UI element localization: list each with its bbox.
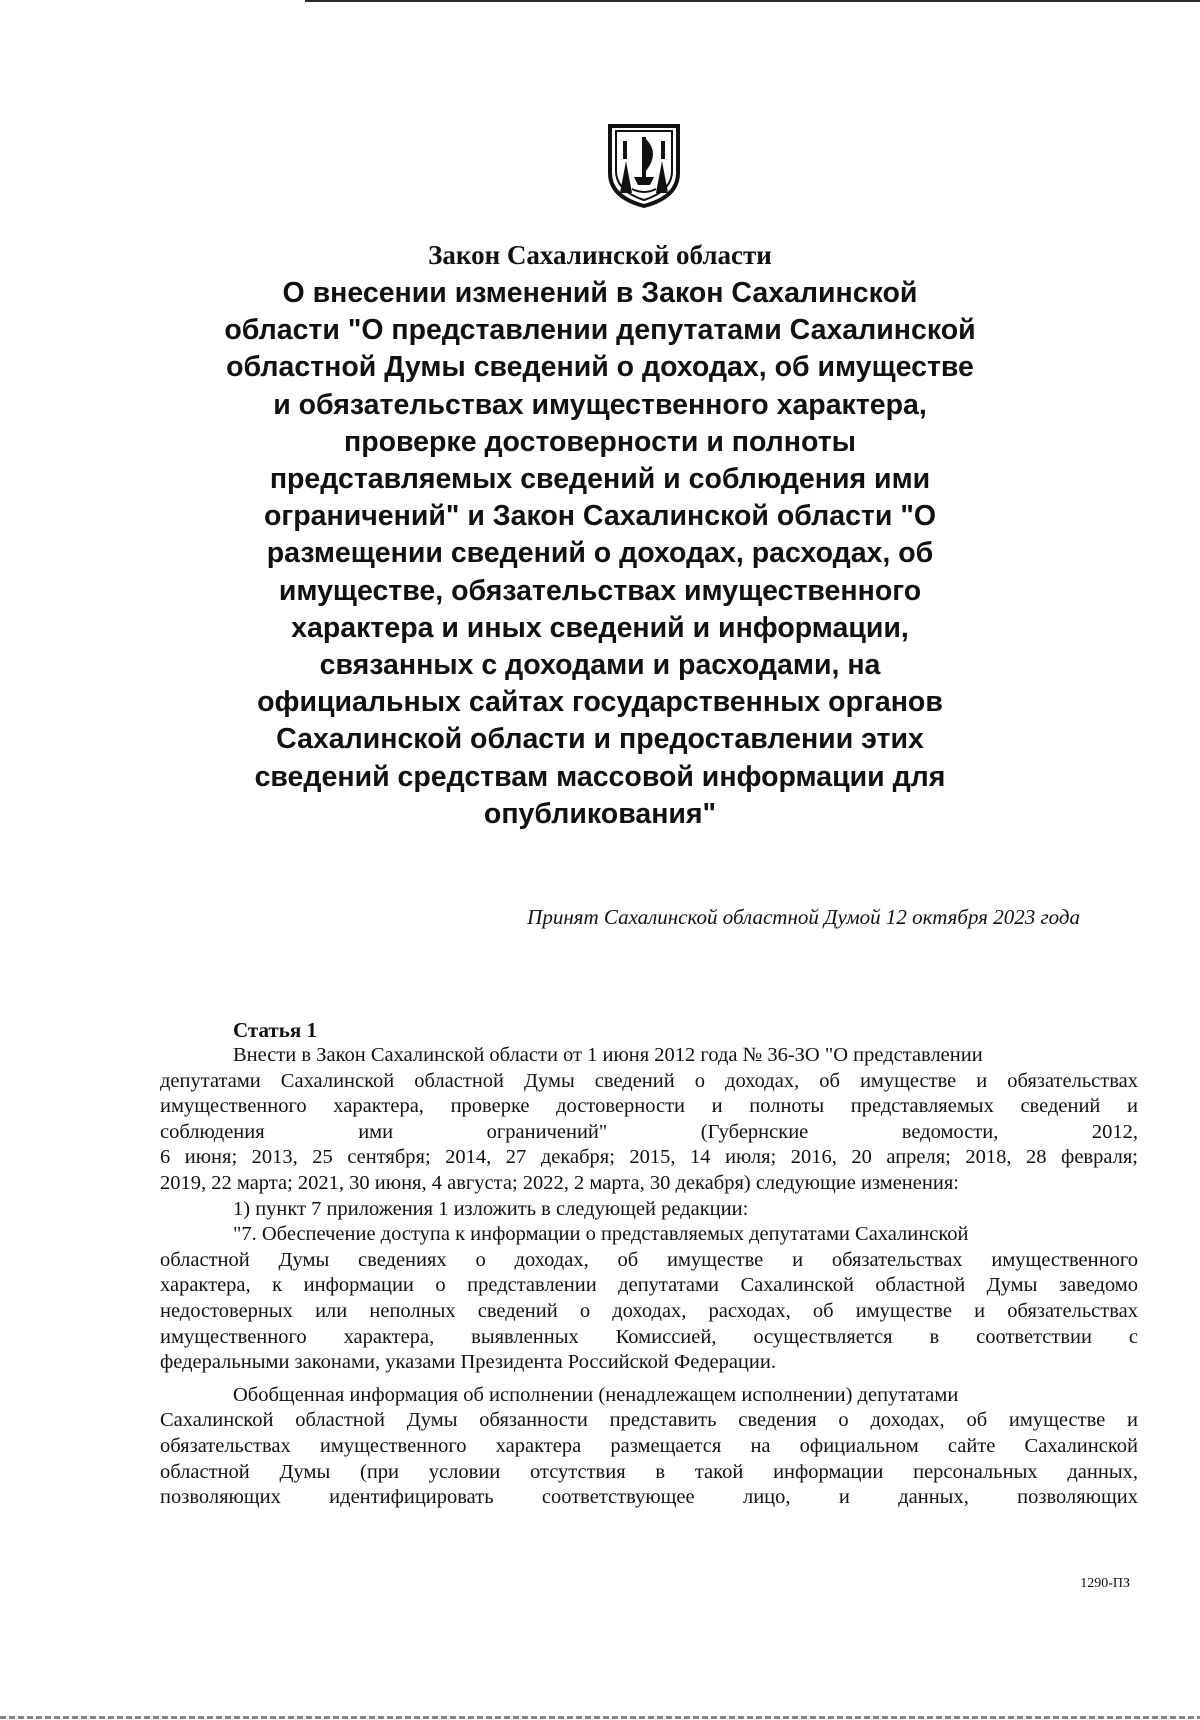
- title-line: размещении сведений о доходах, расходах, об: [266, 537, 934, 570]
- title-line: связанных с доходами и расходами, на: [319, 649, 881, 682]
- article-text-line: имущественного характера, выявленных Комиссией, осуществляется в соответствии с: [160, 1325, 1138, 1348]
- adoption-note: Принят Сахалинской областной Думой 12 октября 2023 года: [527, 905, 1080, 929]
- document-code: 1290-ПЗ: [1080, 1576, 1130, 1591]
- article-text-line: Внести в Закон Сахалинской области от 1 июня 2012 года № 36-ЗО "О представлении: [233, 1044, 983, 1066]
- title-line: имуществе, обязательствах имущественного: [278, 574, 922, 607]
- title-line: области "О представлении депутатами Сахалинской: [224, 314, 976, 347]
- article-text-line: 2019, 22 марта; 2021, 30 июня, 4 августа; 2022, 2 марта, 30 декабря) следующие изменения:: [160, 1171, 959, 1194]
- title-line: Сахалинской области и предоставлении этих: [276, 723, 924, 756]
- bottom-scan-rule: [0, 1716, 1200, 1719]
- article-text-line: обязательствах имущественного характера размещается на официальном сайте Сахалинской: [160, 1434, 1138, 1457]
- article-text-line: Обобщенная информация об исполнении (ненадлежащем исполнении) депутатами: [233, 1383, 959, 1406]
- law-type: Закон Сахалинской области: [428, 240, 772, 270]
- article-text-line: депутатами Сахалинской областной Думы сведений о доходах, об имуществе и обязательствах: [160, 1069, 1138, 1092]
- law-title: [150, 275, 1050, 833]
- law-header: [150, 240, 1050, 833]
- article-text-line: недостоверных или неполных сведений о доходах, расходах, об имуществе и обязательствах: [160, 1299, 1138, 1322]
- title-line: сведений средствам массовой информации для: [254, 760, 946, 793]
- article-text-line: позволяющих идентифицировать соответствующее лицо, и данных, позволяющих: [160, 1486, 1138, 1509]
- title-line: характера и иных сведений и информации,: [291, 611, 909, 644]
- article-text-line: федеральными законами, указами Президента Российской Федерации.: [160, 1351, 776, 1374]
- title-line: ограничений" и Закон Сахалинской области "О: [263, 500, 937, 533]
- title-line: официальных сайтах государственных органов: [257, 686, 943, 719]
- article-text-line: соблюдения ими ограничений" (Губернские ведомости, 2012,: [160, 1120, 1138, 1143]
- title-line: областной Думы сведений о доходах, об имуществе: [226, 351, 974, 384]
- article-text-line: характера, к информации о представлении депутатами Сахалинской областной Думы заведомо: [160, 1274, 1138, 1297]
- article-text-line: Сахалинской областной Думы обязанности представить сведения о доходах, об имуществе и: [160, 1409, 1138, 1432]
- title-line: проверке достоверности и полноты: [344, 425, 856, 458]
- article-text-line: 1) пункт 7 приложения 1 изложить в следующей редакции:: [233, 1197, 749, 1220]
- coat-of-arms-icon: [606, 123, 682, 208]
- article-text-line: областной Думы (при условии отсутствия в такой информации персональных данных,: [160, 1460, 1138, 1483]
- title-line: О внесении изменений в Закон Сахалинской: [282, 277, 918, 309]
- article-heading: Статья 1: [233, 1018, 317, 1042]
- title-line: опубликования": [483, 797, 717, 830]
- article-text-line: "7. Обеспечение доступа к информации о представляемых депутатами Сахалинской: [233, 1223, 969, 1246]
- top-scan-rule: [305, 0, 1200, 2]
- article-text-line: областной Думы сведениях о доходах, об имуществе и обязательствах имущественного: [160, 1248, 1138, 1271]
- article-text-line: 6 июня; 2013, 25 сентября; 2014, 27 декабря; 2015, 14 июля; 2016, 20 апреля; 2018, 28 февраля;: [160, 1146, 1138, 1169]
- article-text-line: имущественного характера, проверке достоверности и полноты представляемых сведений и: [160, 1095, 1138, 1118]
- article-1: [160, 1018, 1138, 1511]
- title-line: и обязательствах имущественного характера,: [273, 388, 927, 421]
- title-line: представляемых сведений и соблюдения ими: [269, 463, 931, 496]
